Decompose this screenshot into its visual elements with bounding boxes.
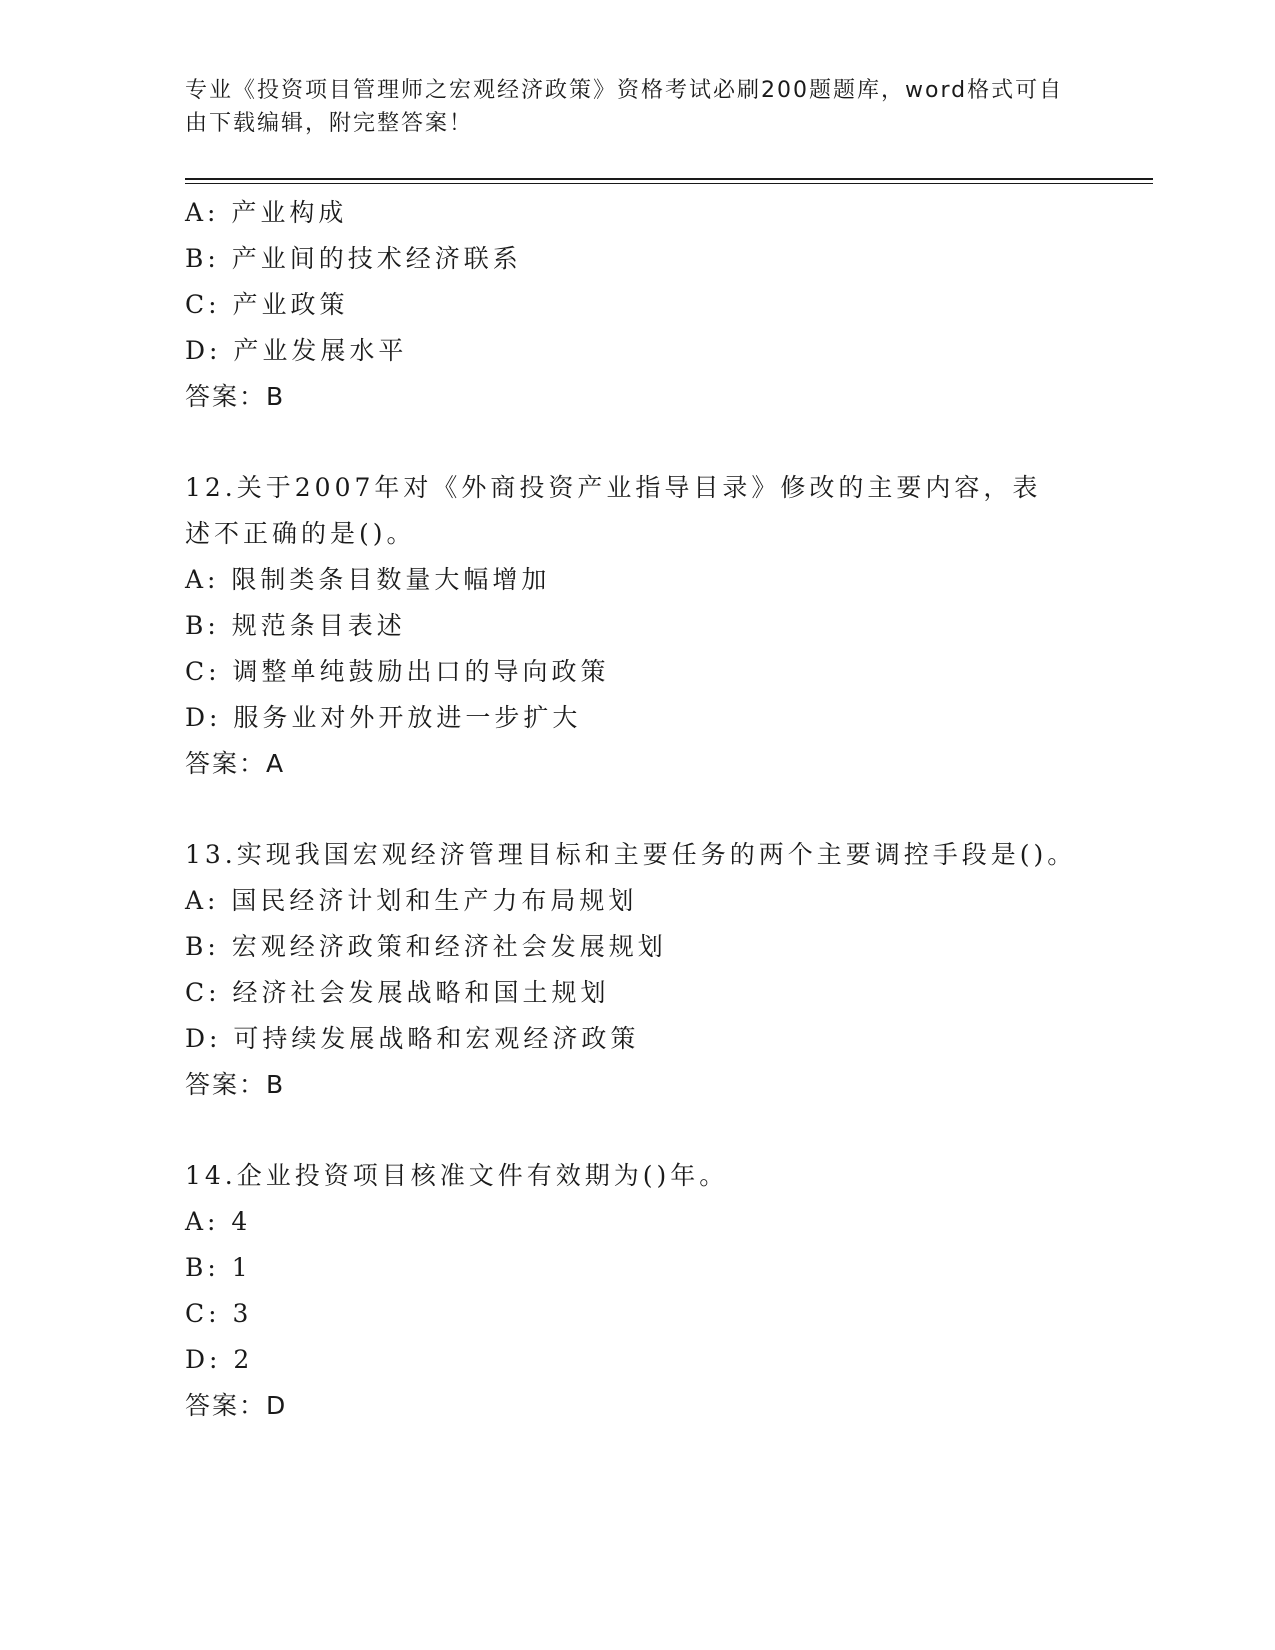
option-a: A: 国民经济计划和生产力布局规划 — [185, 886, 638, 915]
question-prompt: 12.关于2007年对《外商投资产业指导目录》修改的主要内容，表述不正确的是()。 — [185, 473, 1042, 548]
option-c: C: 调整单纯鼓励出口的导向政策 — [185, 657, 610, 686]
question-list — [185, 190, 1085, 1429]
question-prompt: 14.企业投资项目核准文件有效期为()年。 — [185, 1161, 729, 1190]
option-b: B: 宏观经济政策和经济社会发展规划 — [185, 932, 667, 961]
option-d: D: 可持续发展战略和宏观经济政策 — [185, 1024, 640, 1053]
option-c: C: 产业政策 — [185, 290, 349, 319]
option-d: D: 服务业对外开放进一步扩大 — [185, 703, 582, 732]
option-b: B: 规范条目表述 — [185, 611, 406, 640]
option-c: C: 3 — [185, 1299, 253, 1328]
question-prompt: 13.实现我国宏观经济管理目标和主要任务的两个主要调控手段是()。 — [185, 840, 1077, 869]
header-rule-thin — [185, 183, 1153, 184]
option-a: A: 限制类条目数量大幅增加 — [185, 565, 551, 594]
option-b: B: 产业间的技术经济联系 — [185, 244, 522, 273]
answer: 答案：A — [185, 749, 286, 778]
option-a: A: 4 — [185, 1207, 252, 1236]
answer: 答案：D — [185, 1391, 288, 1420]
answer: 答案：B — [185, 1070, 286, 1099]
option-b: B: 1 — [185, 1253, 252, 1282]
option-c: C: 经济社会发展战略和国土规划 — [185, 978, 610, 1007]
option-a: A: 产业构成 — [185, 198, 348, 227]
option-d: D: 2 — [185, 1345, 254, 1374]
question-13 — [185, 832, 1085, 1108]
question-12 — [185, 465, 1085, 787]
question-14 — [185, 1153, 1085, 1429]
header-rule-thick — [185, 178, 1153, 180]
document-header: 专业《投资项目管理师之宏观经济政策》资格考试必刷200题题库，word格式可自由下载编辑，附完整答案！ — [185, 78, 1064, 136]
option-d: D: 产业发展水平 — [185, 336, 408, 365]
answer: 答案：B — [185, 382, 286, 411]
question-11 — [185, 190, 1085, 420]
